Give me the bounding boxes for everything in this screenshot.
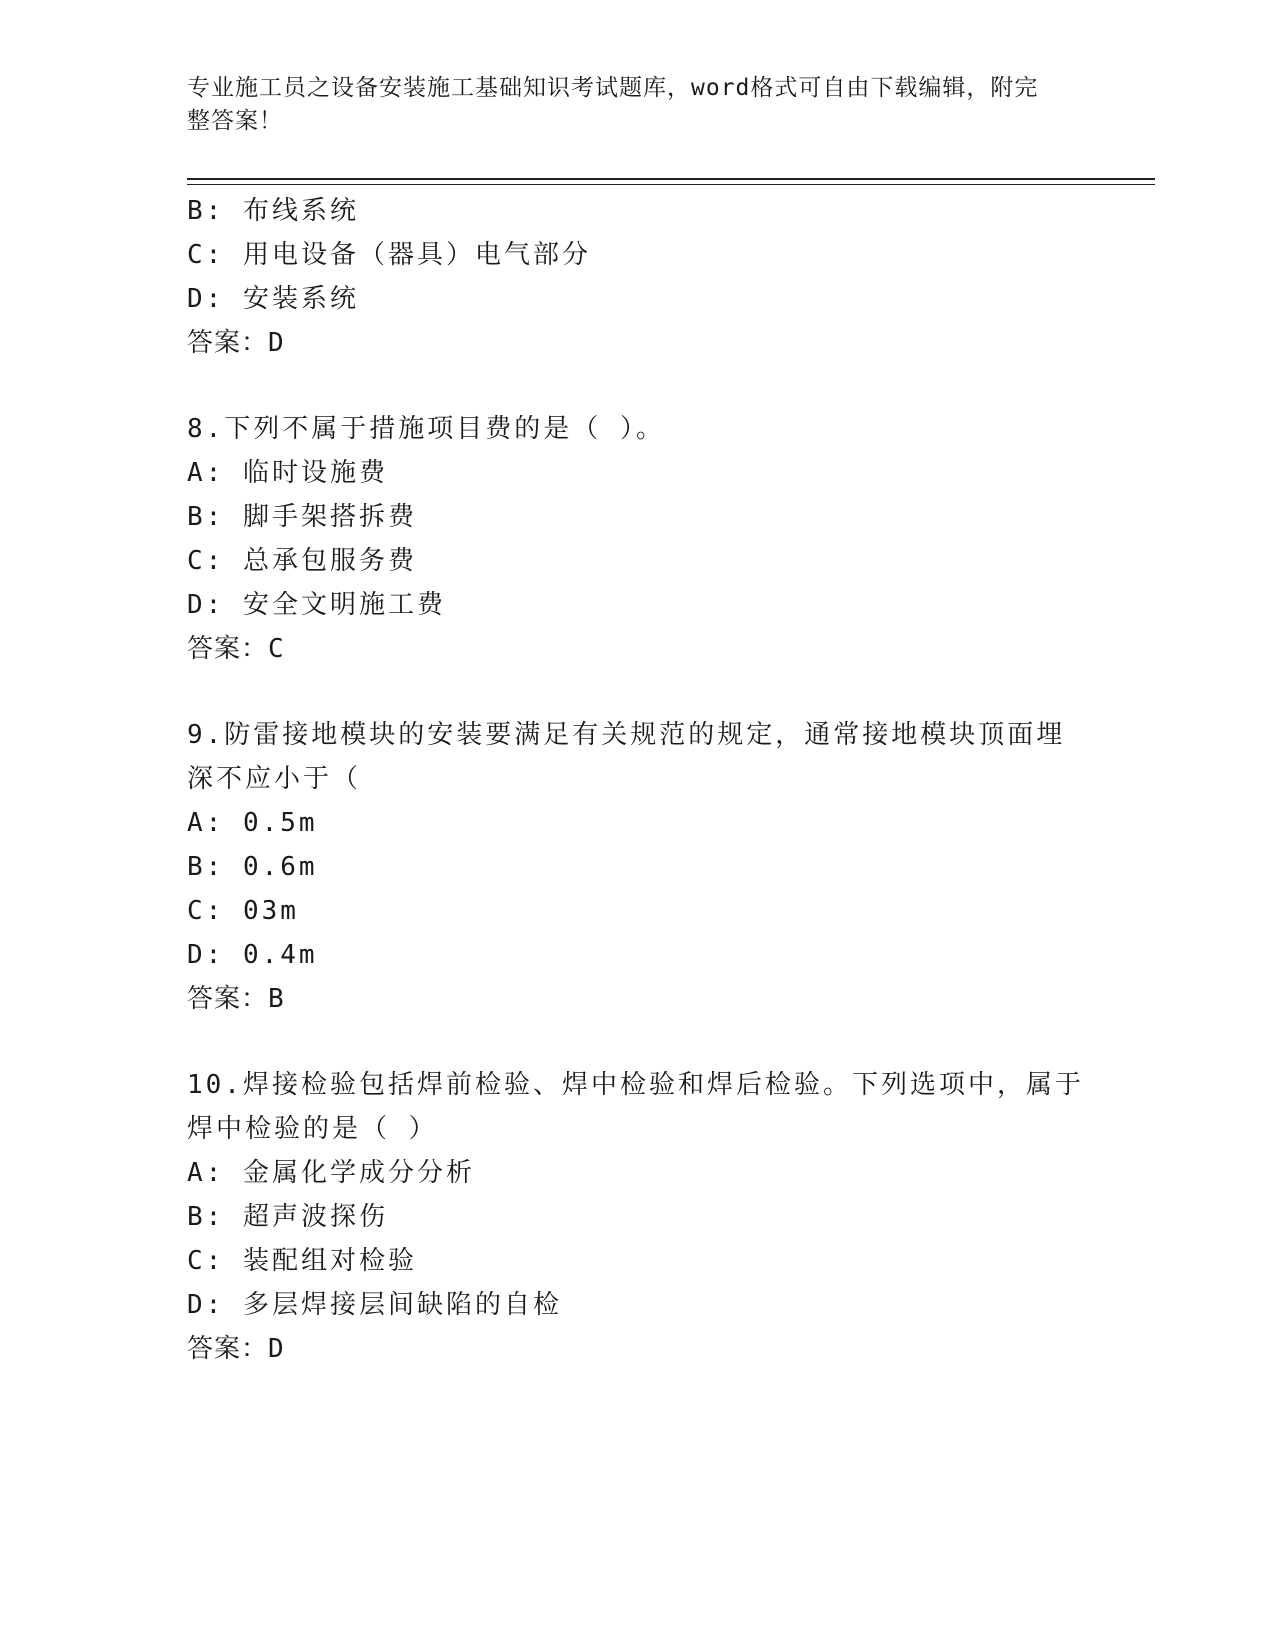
q7-option-c: C: 用电设备（器具）电气部分: [187, 240, 591, 270]
header-divider-thick: [187, 178, 1155, 180]
q10-option-c: C: 装配组对检验: [187, 1246, 417, 1276]
q9-option-a: A: 0.5m: [187, 808, 318, 838]
q10-option-d: D: 多层焊接层间缺陷的自检: [187, 1290, 562, 1320]
q7-option-d: D: 安装系统: [187, 284, 359, 314]
q10-stem-line-1: 10.焊接检验包括焊前检验、焊中检验和焊后检验。下列选项中，属于: [187, 1070, 1084, 1100]
q10-answer: 答案：D: [187, 1334, 285, 1364]
header-title-line-1: 专业施工员之设备安装施工基础知识考试题库，word格式可自由下载编辑，附完: [187, 75, 1039, 101]
document-header: [187, 72, 1067, 138]
header-divider-thin: [187, 184, 1155, 185]
q9-option-d: D: 0.4m: [187, 940, 318, 970]
q8-answer: 答案：C: [187, 634, 285, 664]
header-title-line-2: 整答案！: [187, 108, 283, 134]
q10-stem-line-2: 焊中检验的是（ ）: [187, 1114, 438, 1144]
q10-option-a: A: 金属化学成分分析: [187, 1158, 475, 1188]
q8-option-a: A: 临时设施费: [187, 458, 388, 488]
q9-option-b: B: 0.6m: [187, 852, 318, 882]
q10-option-b: B: 超声波探伤: [187, 1202, 388, 1232]
q8-stem: 8.下列不属于措施项目费的是（ ）。: [187, 414, 665, 444]
q9-stem-line-1: 9.防雷接地模块的安装要满足有关规范的规定，通常接地模块顶面埋: [187, 720, 1066, 750]
q9-stem-line-2: 深不应小于（: [187, 764, 362, 794]
q8-option-c: C: 总承包服务费: [187, 546, 417, 576]
q8-option-d: D: 安全文明施工费: [187, 590, 446, 620]
q7-answer: 答案：D: [187, 328, 285, 358]
q7-option-b: B: 布线系统: [187, 196, 359, 226]
q8-option-b: B: 脚手架搭拆费: [187, 502, 417, 532]
q9-option-c: C: 03m: [187, 896, 299, 926]
q9-answer: 答案：B: [187, 984, 285, 1014]
